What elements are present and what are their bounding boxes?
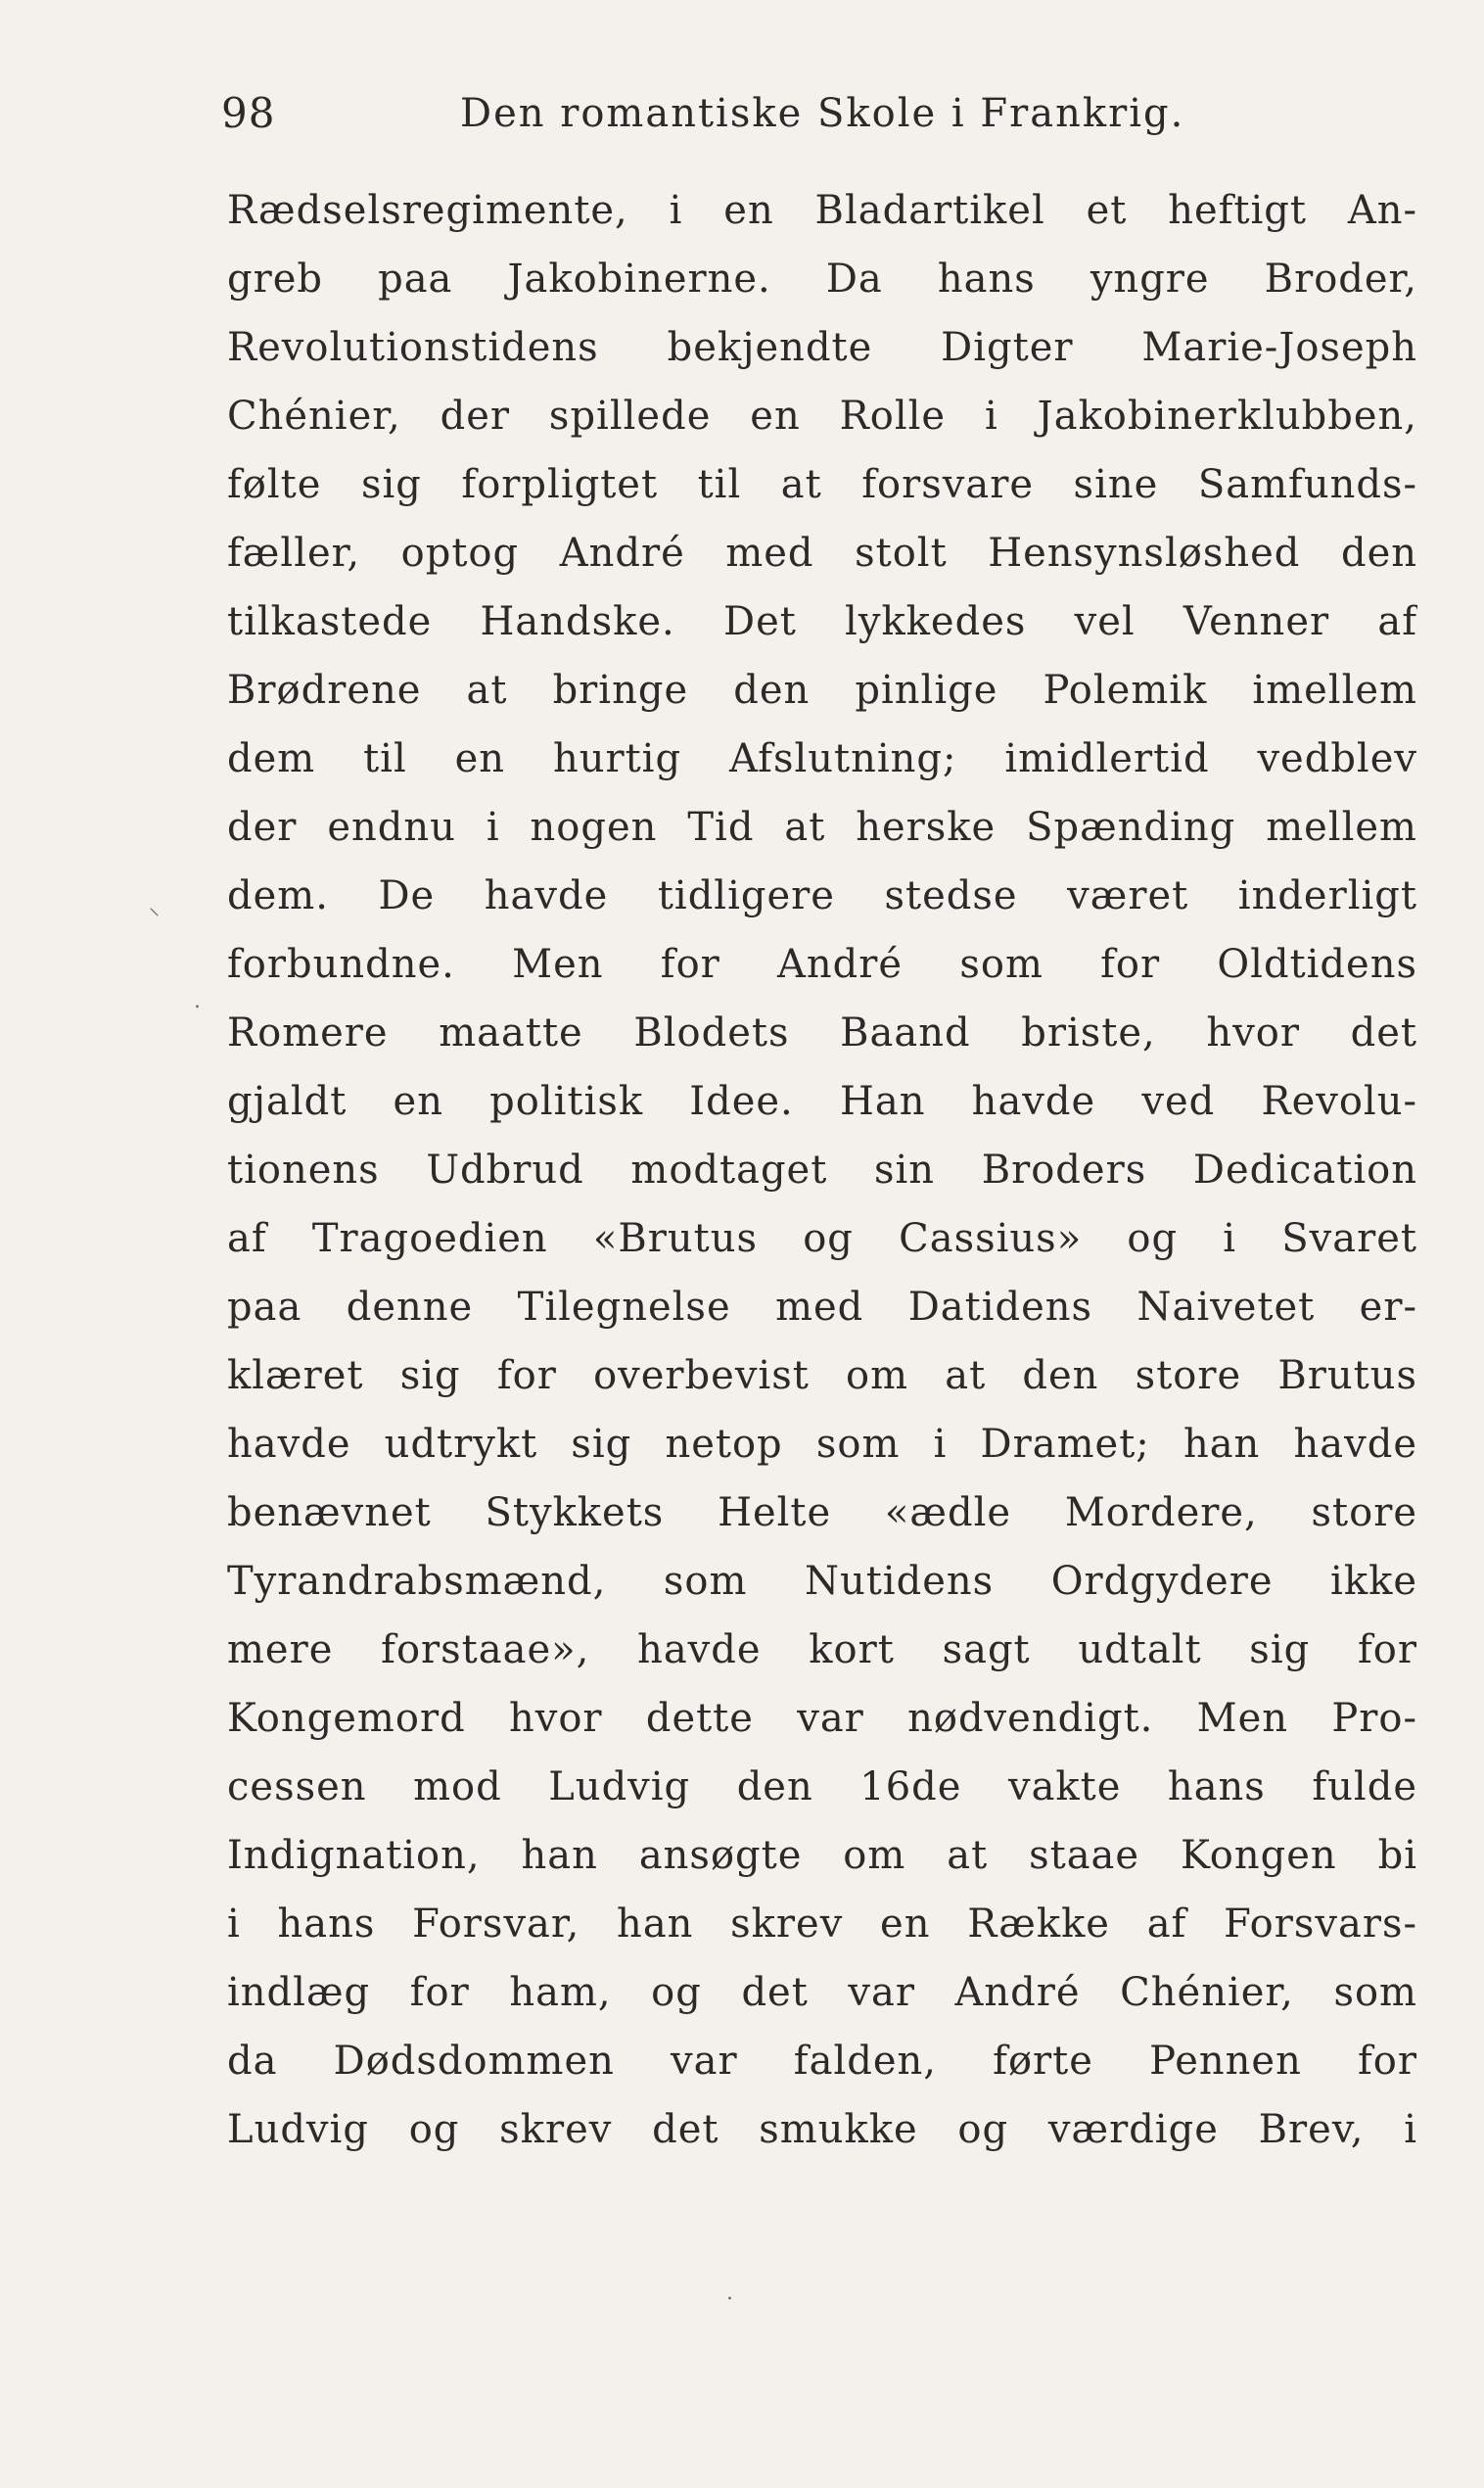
text-line: af Tragoedien «Brutus og Cassius» og i Svaret: [227, 1216, 1417, 1261]
running-title: Den romantiske Skole i Frankrig.: [460, 91, 1185, 136]
text-line: paa denne Tilegnelse med Datidens Naivetet er-: [227, 1285, 1417, 1330]
text-line: Tyrandrabsmænd, som Nutidens Ordgydere ikke: [227, 1559, 1417, 1604]
text-line: gjaldt en politisk Idee. Han havde ved Revolu-: [227, 1079, 1417, 1124]
text-line: cessen mod Ludvig den 16de vakte hans fulde: [227, 1764, 1417, 1809]
text-line: dem til en hurtig Afslutning; imidlertid vedblev: [227, 736, 1417, 781]
text-line: Chénier, der spillede en Rolle i Jakobinerklubben,: [227, 394, 1417, 439]
text-line: Revolutionstidens bekjendte Digter Marie-Joseph: [227, 325, 1417, 370]
text-line: der endnu i nogen Tid at herske Spænding mellem: [227, 805, 1417, 850]
page-header: [221, 84, 1200, 143]
text-line: tionens Udbrud modtaget sin Broders Dedication: [227, 1148, 1417, 1193]
scan-speck: ⸌: [149, 905, 161, 929]
text-line: indlæg for ham, og det var André Chénier, som: [227, 1970, 1417, 2015]
text-line: fæller, optog André med stolt Hensynsløshed den: [227, 531, 1417, 576]
text-line: forbundne. Men for André som for Oldtidens: [227, 942, 1417, 987]
text-line: tilkastede Handske. Det lykkedes vel Venner af: [227, 599, 1417, 644]
text-line: Ludvig og skrev det smukke og værdige Brev, i: [227, 2107, 1417, 2152]
scan-speck: ·: [726, 2287, 733, 2312]
text-line: i hans Forsvar, han skrev en Række af Forsvars-: [227, 1901, 1417, 1947]
page-number: 98: [221, 89, 276, 137]
text-line: Indignation, han ansøgte om at staae Kongen bi: [227, 1833, 1417, 1878]
text-line: Kongemord hvor dette var nødvendigt. Men Pro-: [227, 1696, 1417, 1741]
text-line: Rædselsregimente, i en Bladartikel et heftigt An-: [227, 188, 1417, 233]
scan-speck: .: [194, 989, 201, 1013]
text-line: greb paa Jakobinerne. Da hans yngre Broder,: [227, 257, 1417, 302]
text-line: Romere maatte Blodets Baand briste, hvor det: [227, 1010, 1417, 1056]
text-line: følte sig forpligtet til at forsvare sine Samfunds-: [227, 462, 1417, 507]
text-line: mere forstaae», havde kort sagt udtalt sig for: [227, 1627, 1417, 1672]
body-text: [227, 176, 1417, 2164]
text-line: Brødrene at bringe den pinlige Polemik imellem: [227, 668, 1417, 713]
text-line: havde udtrykt sig netop som i Dramet; han havde: [227, 1422, 1417, 1467]
text-line: dem. De havde tidligere stedse været inderligt: [227, 873, 1417, 918]
text-line: benævnet Stykkets Helte «ædle Mordere, store: [227, 1490, 1417, 1535]
text-line: da Dødsdommen var falden, førte Pennen for: [227, 2039, 1417, 2084]
text-line: klæret sig for overbevist om at den store Brutus: [227, 1353, 1417, 1398]
